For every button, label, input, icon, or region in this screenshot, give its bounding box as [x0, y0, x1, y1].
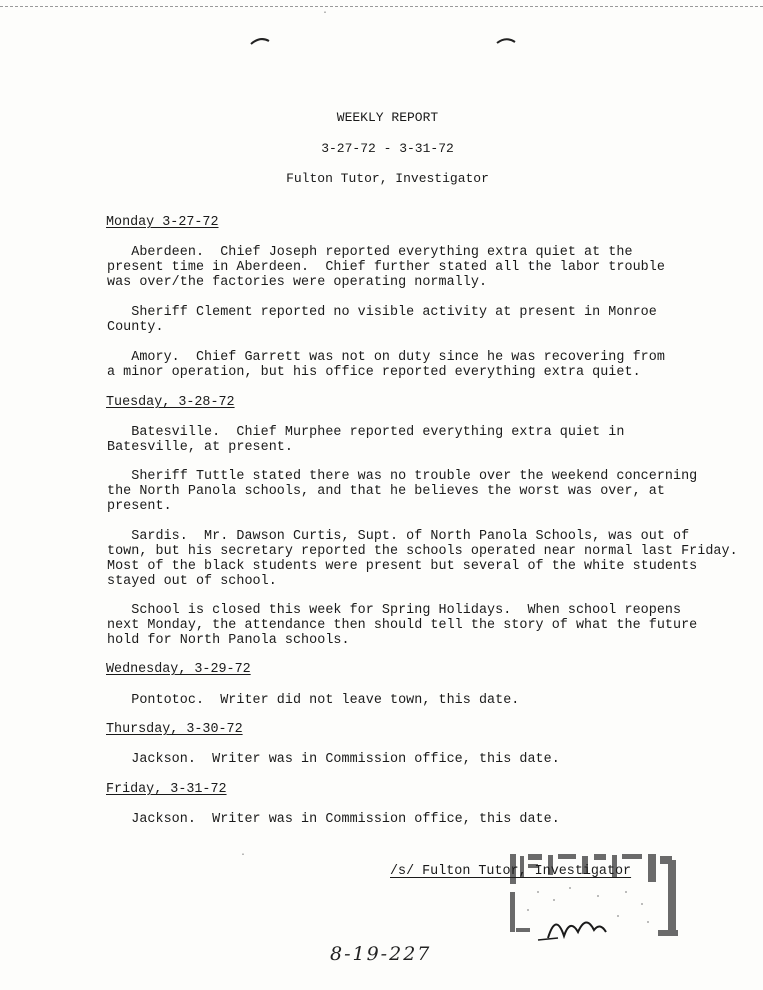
- scan-edge-line: [0, 0, 763, 7]
- handwritten-file-number: 8-19-227: [330, 943, 432, 965]
- punch-mark-right: [496, 36, 516, 46]
- paragraph-spring-holidays: School is closed this week for Spring Holidays. When school reopens next Monday, the attendance then should tell the story of what the future hold for North Panola schools.: [107, 603, 698, 648]
- paragraph-amory: Amory. Chief Garrett was not on duty since he was recovering from a minor operation, but his office reported everything extra quiet.: [107, 350, 665, 380]
- paragraph-jackson-friday: Jackson. Writer was in Commission office, this date.: [107, 812, 560, 827]
- day-heading-wednesday: Wednesday, 3-29-72: [106, 662, 251, 677]
- scan-speck: ·: [240, 850, 247, 861]
- report-author: Fulton Tutor, Investigator: [286, 171, 489, 186]
- paragraph-pontotoc: Pontotoc. Writer did not leave town, this date.: [107, 693, 520, 708]
- scan-speck: ·: [322, 8, 329, 19]
- day-heading-tuesday: Tuesday, 3-28-72: [106, 395, 235, 410]
- paragraph-panola-sheriff: Sheriff Tuttle stated there was no trouble over the weekend concerning the North Panola schools, and that he believes the worst was over, at present.: [107, 469, 698, 514]
- punch-mark-left: [250, 36, 270, 46]
- day-heading-monday: Monday 3-27-72: [106, 215, 219, 230]
- report-title: WEEKLY REPORT: [336, 110, 439, 125]
- paragraph-aberdeen: Aberdeen. Chief Joseph reported everything extra quiet at the present time in Aberdeen. Chief further stated all the labor trouble was over/the factories were operating normally.: [107, 245, 665, 290]
- day-heading-thursday: Thursday, 3-30-72: [106, 722, 243, 737]
- report-date-range: 3-27-72 - 3-31-72: [321, 141, 454, 156]
- day-heading-friday: Friday, 3-31-72: [106, 782, 227, 797]
- paragraph-sardis: Sardis. Mr. Dawson Curtis, Supt. of North Panola Schools, was out of town, but his secretary reported the schools operated near normal last Friday. Most of the black students were present but several of the white students stayed out of school.: [107, 529, 738, 589]
- signature-line: /s/ Fulton Tutor, Investigator: [390, 864, 632, 879]
- paragraph-batesville: Batesville. Chief Murphee reported everything extra quiet in Batesville, at present.: [107, 425, 625, 455]
- paragraph-jackson-thursday: Jackson. Writer was in Commission office, this date.: [107, 752, 560, 767]
- paragraph-monroe: Sheriff Clement reported no visible activity at present in Monroe County.: [107, 305, 657, 335]
